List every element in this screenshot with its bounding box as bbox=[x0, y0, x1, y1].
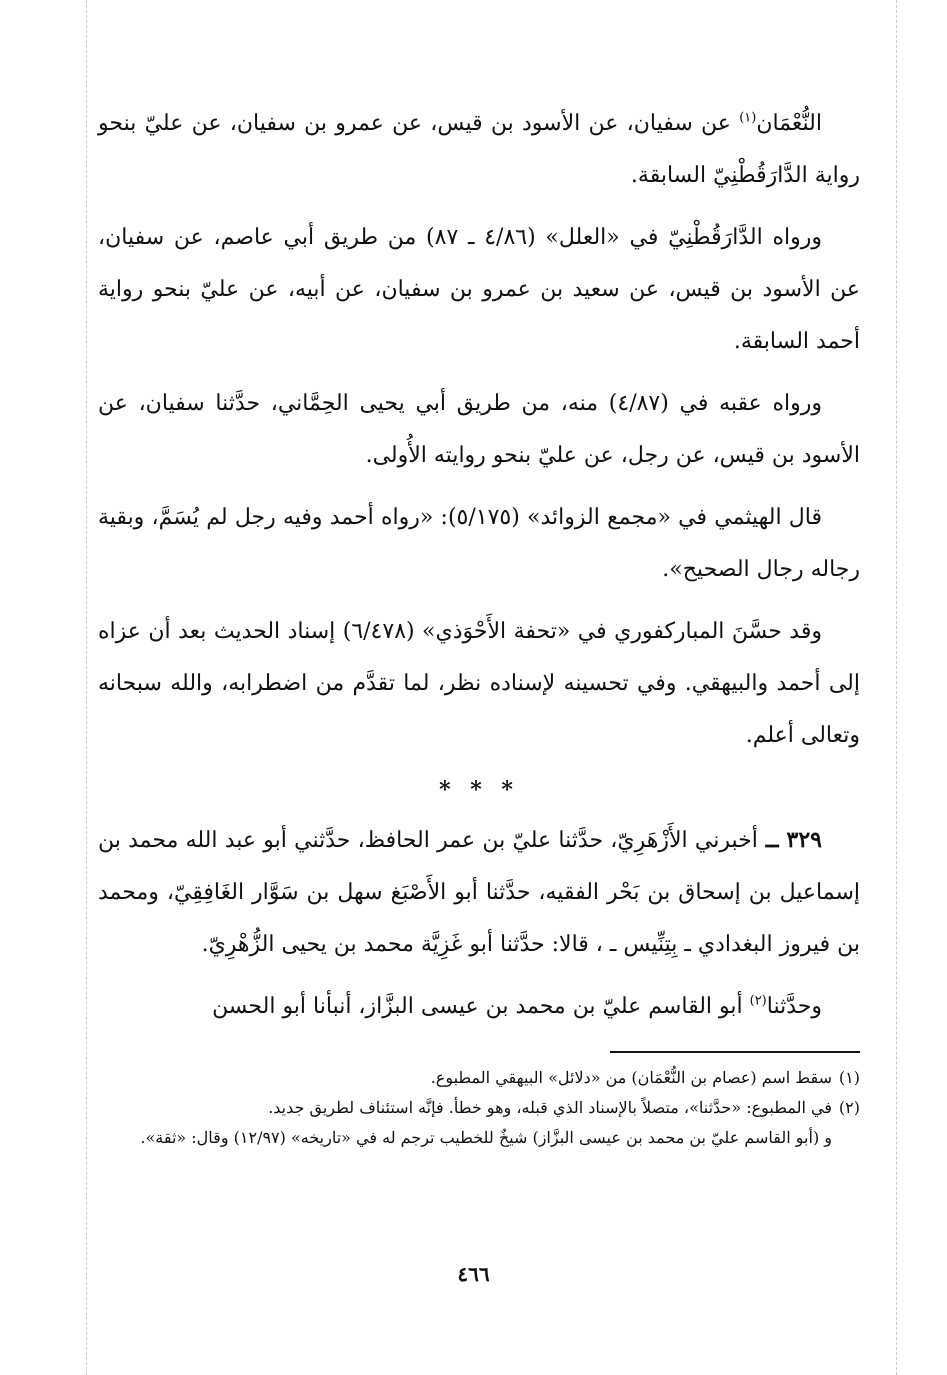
hadith-number: ٣٢٩ bbox=[786, 827, 822, 853]
footnote-1-text: سقط اسم (عصام بن النُّعْمَان) من «دلائل» البيهقي المطبوع. bbox=[430, 1068, 832, 1087]
hadith-dash: ــ bbox=[757, 827, 787, 853]
page-number: ٤٦٦ bbox=[457, 1262, 490, 1286]
scan-edge-right bbox=[896, 0, 897, 1375]
paragraph-1-text: عن سفيان، عن الأسود بن قيس، عن عمرو بن سفيان، عن عليّ بنحو رواية الدَّارَقُطْنِيّ السابقة. bbox=[98, 111, 860, 188]
hadith-text: أخبرني الأَزْهَرِيّ، حدَّثنا عليّ بن عمر الحافظ، حدَّثني أبو عبد الله محمد بن إسماعيل بن إسحاق بن بَحْر الفقيه، حدَّثنا أبو الأَصْبَغ سهل بن سَوَّار الغَافِقِيّ، ومحمد بن فيروز البغدادي ـ بِتِنِّيس ـ ، قالا: حدَّثنا أبو غَزِيَّة محمد بن يحيى الزُّهْرِيّ. bbox=[98, 828, 860, 957]
page-body bbox=[98, 98, 860, 1153]
footnote-divider bbox=[610, 1051, 860, 1053]
footnote-2-text: في المطبوع: «حدَّثنا»، متصلاً بالإسناد الذي قبله، وهو خطأ. فإنَّه استئناف لطريق جديد. bbox=[268, 1098, 832, 1117]
paragraph-3: ورواه عقبه في (٤/٨٧) منه، من طريق أبي يحيى الحِمَّاني، حدَّثنا سفيان، عن الأسود بن قيس، عن رجل، عن عليّ بنحو روايته الأُولى. bbox=[98, 391, 860, 468]
footnote-2-continuation: و (أبو القاسم عليّ بن محمد بن عيسى البزَّاز) شيخٌ للخطيب ترجم له في «تاريخه» (١٢/٩٧) وقال: «ثقة». bbox=[140, 1128, 832, 1147]
footnote-2-number: (٢) bbox=[838, 1098, 860, 1117]
paragraph-last-lead: وحدَّثنا bbox=[766, 994, 822, 1019]
paragraph-last-text: أبو القاسم عليّ بن محمد بن عيسى البزَّاز، أنبأنا أبو الحسن bbox=[212, 994, 750, 1019]
paragraph-4: قال الهيثمي في «مجمع الزوائد» (٥/١٧٥): «رواه أحمد وفيه رجل لم يُسَمَّ، وبقية رجاله رجال الصحيح». bbox=[98, 505, 860, 582]
footnote-ref-1: (١) bbox=[739, 110, 757, 126]
scan-edge-left bbox=[86, 0, 87, 1375]
paragraph-1 bbox=[98, 98, 860, 202]
footnote-ref-2: (٢) bbox=[749, 993, 767, 1009]
footnote-1 bbox=[98, 1063, 860, 1093]
paragraph-last bbox=[98, 981, 860, 1033]
paragraph-5: وقد حسَّنَ المباركفوري في «تحفة الأَحْوَذي» (٦/٤٧٨) إسناد الحديث بعد أن عزاه إلى أحمد والبيهقي. وفي تحسينه لإسناده نظر، لما تقدَّم من اضطرابه، والله سبحانه وتعالى أعلم. bbox=[98, 619, 860, 748]
section-separator: * * * bbox=[439, 777, 519, 803]
hadith-paragraph bbox=[98, 814, 860, 971]
footnote-1-number: (١) bbox=[838, 1068, 860, 1087]
footnote-2 bbox=[98, 1093, 860, 1123]
paragraph-2: ورواه الدَّارَقُطْنِيّ في «العلل» (٤/٨٦ ـ ٨٧) من طريق أبي عاصم، عن سفيان، عن الأسود بن قيس، عن سعيد بن عمرو بن سفيان، عن أبيه، عن عليّ بنحو رواية أحمد السابقة. bbox=[98, 225, 860, 354]
paragraph-1-lead: النُّعْمَان bbox=[756, 111, 822, 136]
